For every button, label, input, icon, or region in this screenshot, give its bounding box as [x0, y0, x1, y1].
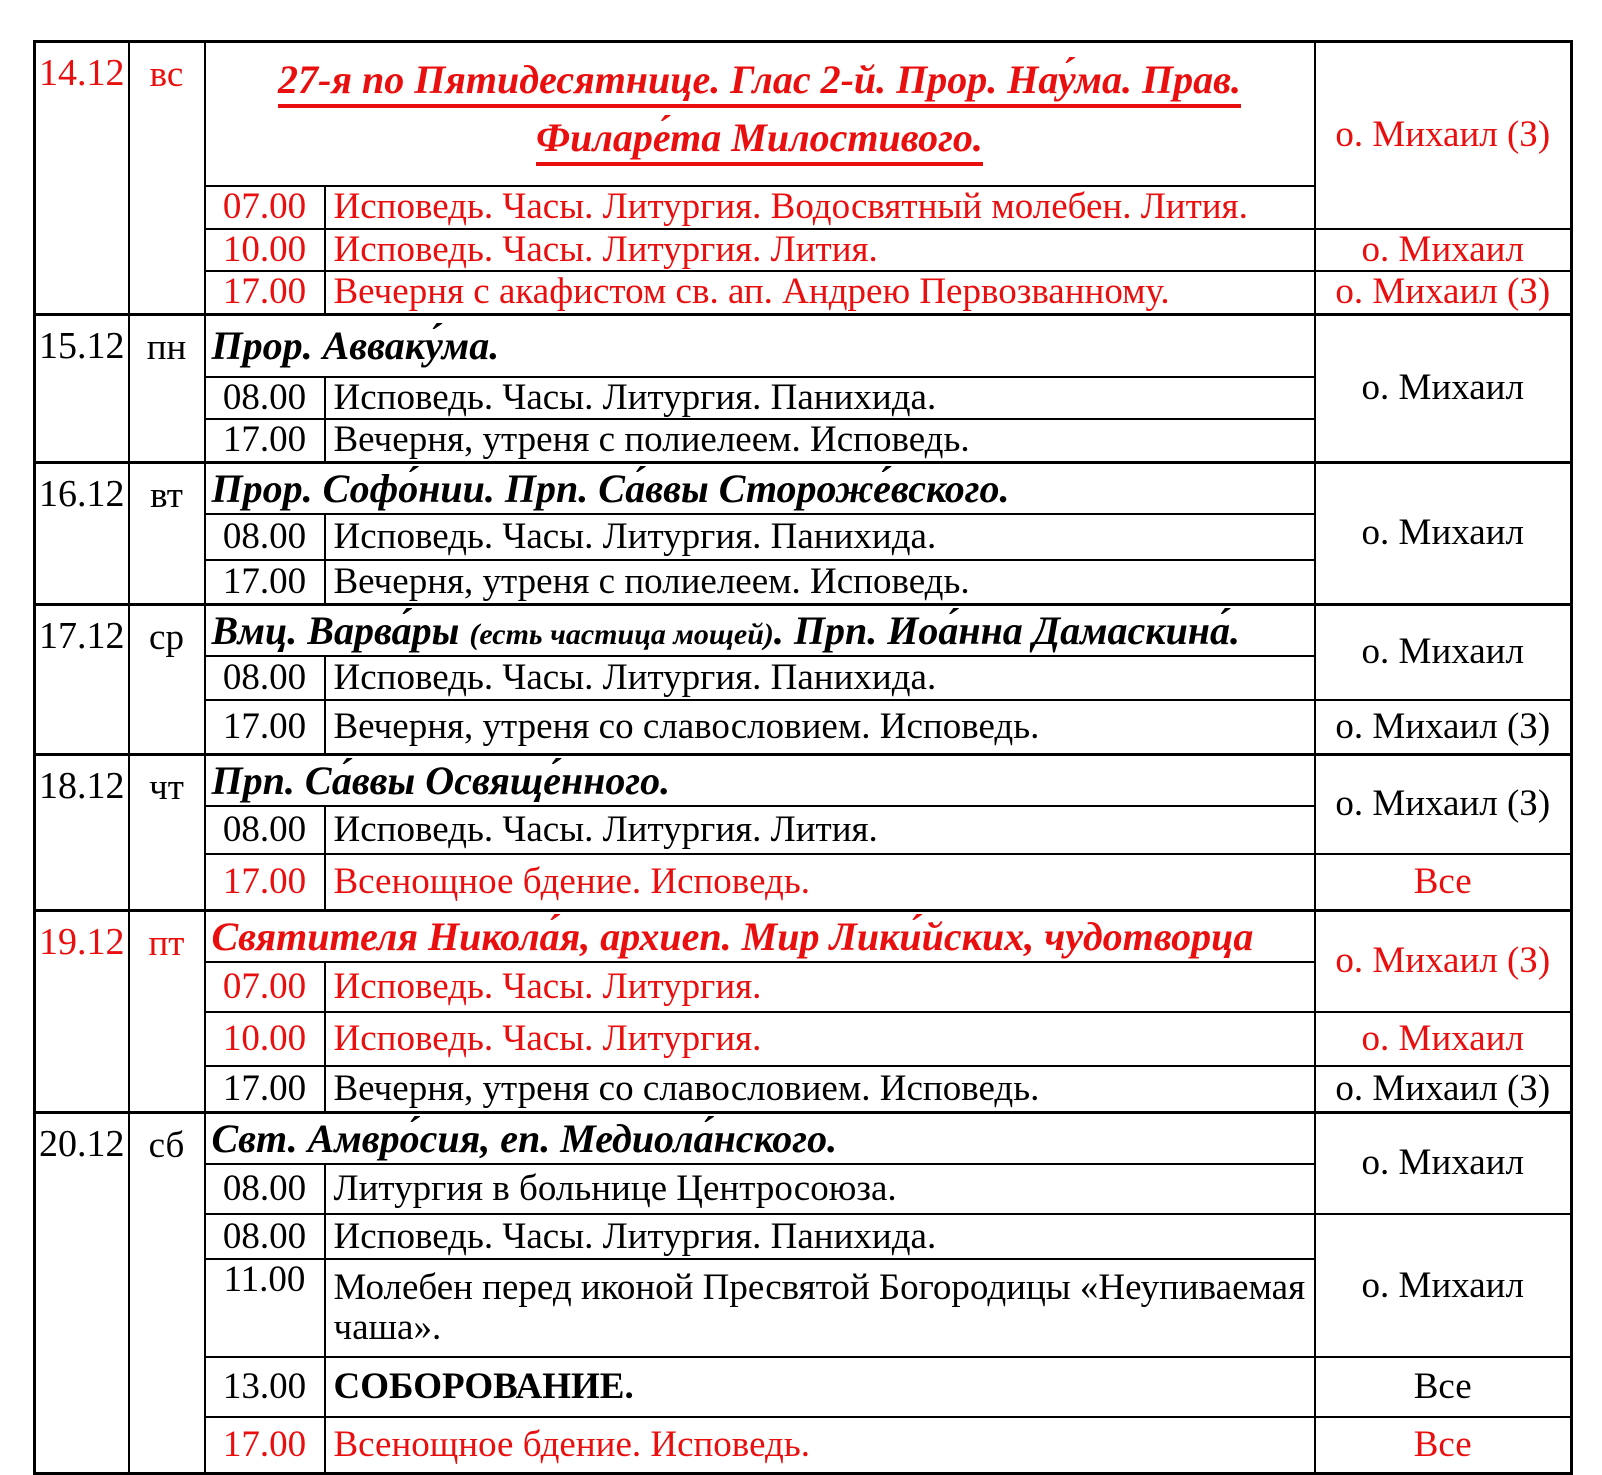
time-cell: 10.00: [205, 229, 325, 272]
service-cell: Исповедь. Часы. Литургия. Водосвятный молебен. Лития.: [325, 186, 1315, 229]
feast-title: Прп. Са́ввы Освяще́нного.: [205, 754, 1315, 806]
time-cell: 08.00: [205, 656, 325, 700]
time-cell: 17.00: [205, 419, 325, 462]
service-cell: Всенощное бдение. Исповедь.: [325, 1417, 1315, 1473]
date-cell: 18.12: [35, 754, 129, 910]
time-cell: 07.00: [205, 962, 325, 1012]
priest-cell: о. Михаил: [1315, 1112, 1572, 1214]
priest-cell: о. Михаил (З): [1315, 754, 1572, 854]
date-cell: 19.12: [35, 910, 129, 1112]
time-cell: 17.00: [205, 1066, 325, 1112]
feast-title: Святителя Никола́я, архиеп. Мир Лики́йских, чудотворца: [205, 910, 1315, 962]
schedule-sheet: [33, 40, 1573, 1475]
feast-title-text: . Прп. Иоа́нна Дамаскина́.: [773, 607, 1241, 653]
service-cell: Вечерня с акафистом св. ап. Андрею Первозванному.: [325, 271, 1315, 314]
priest-cell: о. Михаил: [1315, 1012, 1572, 1066]
service-cell: Исповедь. Часы. Литургия. Лития.: [325, 229, 1315, 272]
service-cell: Вечерня, утреня со славословием. Исповедь.: [325, 1066, 1315, 1112]
time-cell: 10.00: [205, 1012, 325, 1066]
time-cell: 17.00: [205, 1417, 325, 1473]
day-cell: вт: [129, 462, 205, 604]
date-cell: 15.12: [35, 315, 129, 463]
priest-cell: о. Михаил (З): [1315, 1066, 1572, 1112]
feast-title: [205, 42, 1315, 187]
feast-title-text: 27-я по Пятидесятнице. Глас 2-й. Прор. Нау́ма. Прав.: [278, 57, 1241, 108]
feast-title-line: [212, 55, 1308, 105]
service-cell: Исповедь. Часы. Литургия. Лития.: [325, 806, 1315, 854]
service-cell: Молебен перед иконой Пресвятой Богородицы «Неупиваемая чаша».: [325, 1259, 1315, 1357]
service-cell: Исповедь. Часы. Литургия.: [325, 1012, 1315, 1066]
service-cell: Вечерня, утреня с полиелеем. Исповедь.: [325, 419, 1315, 462]
time-cell: 08.00: [205, 1214, 325, 1259]
priest-cell: о. Михаил (З): [1315, 42, 1572, 229]
time-cell: 17.00: [205, 700, 325, 754]
date-cell: 20.12: [35, 1112, 129, 1473]
service-cell: Исповедь. Часы. Литургия.: [325, 962, 1315, 1012]
service-schedule-table: [33, 40, 1573, 1475]
service-cell: СОБОРОВАНИЕ.: [325, 1357, 1315, 1417]
priest-cell: о. Михаил: [1315, 1214, 1572, 1357]
feast-title-text: Вмц. Варва́ры: [211, 607, 470, 653]
day-cell: чт: [129, 754, 205, 910]
date-cell: 17.12: [35, 604, 129, 754]
time-cell: 08.00: [205, 1164, 325, 1214]
priest-cell: о. Михаил (З): [1315, 700, 1572, 754]
time-cell: 13.00: [205, 1357, 325, 1417]
time-cell: 17.00: [205, 271, 325, 314]
feast-title-text: Филаре́та Милостивого.: [536, 115, 983, 166]
day-cell: вс: [129, 42, 205, 315]
priest-cell: о. Михаил: [1315, 229, 1572, 272]
priest-cell: о. Михаил: [1315, 315, 1572, 463]
time-cell: 08.00: [205, 377, 325, 420]
feast-title: [205, 604, 1315, 656]
service-cell: Исповедь. Часы. Литургия. Панихида.: [325, 377, 1315, 420]
date-cell: 14.12: [35, 42, 129, 315]
time-cell: 07.00: [205, 186, 325, 229]
time-cell: 17.00: [205, 854, 325, 910]
time-cell: 08.00: [205, 806, 325, 854]
time-cell: 08.00: [205, 514, 325, 560]
service-cell: Исповедь. Часы. Литургия. Панихида.: [325, 656, 1315, 700]
service-cell: Вечерня, утреня с полиелеем. Исповедь.: [325, 560, 1315, 604]
service-cell: Всенощное бдение. Исповедь.: [325, 854, 1315, 910]
feast-title-note: (есть частица мощей): [469, 617, 774, 651]
day-cell: ср: [129, 604, 205, 754]
service-cell: Исповедь. Часы. Литургия. Панихида.: [325, 514, 1315, 560]
date-cell: 16.12: [35, 462, 129, 604]
service-cell: Вечерня, утреня со славословием. Исповедь.: [325, 700, 1315, 754]
priest-cell: о. Михаил (З): [1315, 271, 1572, 314]
feast-title-line: [212, 113, 1308, 163]
time-cell: 11.00: [205, 1259, 325, 1357]
time-cell: 17.00: [205, 560, 325, 604]
service-cell: Литургия в больнице Центросоюза.: [325, 1164, 1315, 1214]
feast-title: Свт. Амвро́сия, еп. Медиола́нского.: [205, 1112, 1315, 1164]
day-cell: пн: [129, 315, 205, 463]
feast-title: Прор. Авваку́ма.: [205, 315, 1315, 377]
feast-title: Прор. Софо́нии. Прп. Са́ввы Стороже́вского.: [205, 462, 1315, 514]
priest-cell: Все: [1315, 1417, 1572, 1473]
priest-cell: о. Михаил: [1315, 462, 1572, 604]
priest-cell: о. Михаил: [1315, 604, 1572, 700]
priest-cell: Все: [1315, 854, 1572, 910]
day-cell: сб: [129, 1112, 205, 1473]
priest-cell: о. Михаил (З): [1315, 910, 1572, 1012]
day-cell: пт: [129, 910, 205, 1112]
priest-cell: Все: [1315, 1357, 1572, 1417]
service-cell: Исповедь. Часы. Литургия. Панихида.: [325, 1214, 1315, 1259]
